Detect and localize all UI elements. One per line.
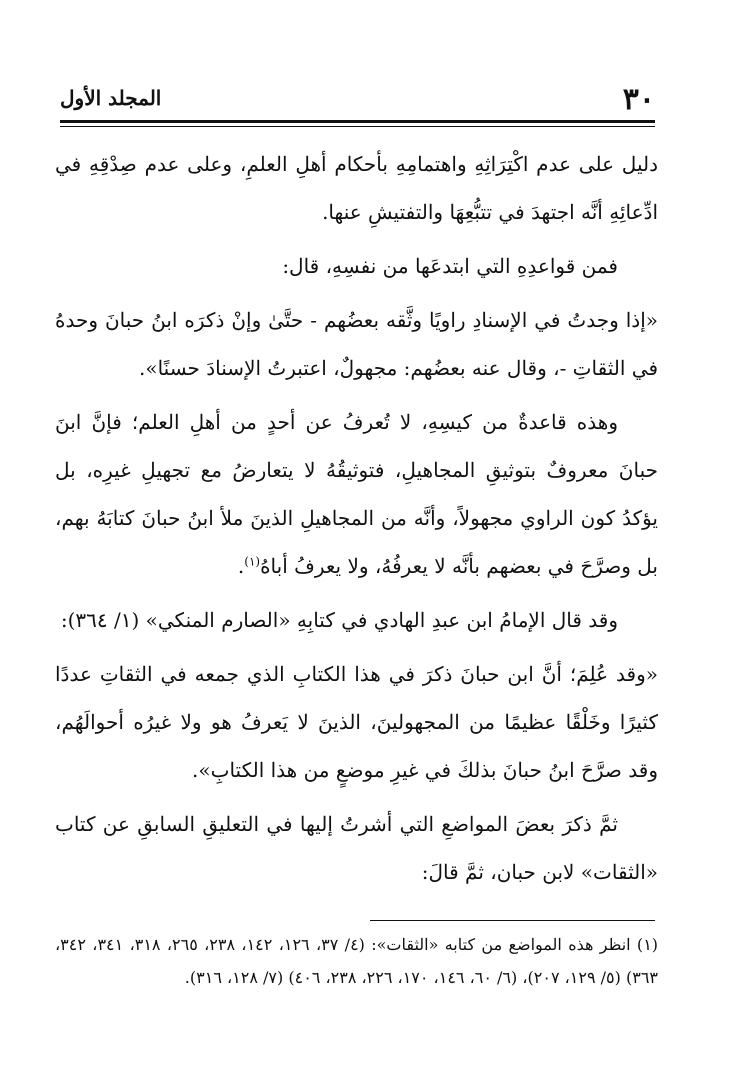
header-rule-thick [60,120,655,123]
paragraph-4 [55,398,658,590]
paragraph-4-end: . [237,554,245,578]
paragraph-7: ثمَّ ذكرَ بعضَ المواضعِ التي أشرتُ إليها في التعليقِ السابقِ عن كتاب «الثقات» لابن حبان، ثمَّ قالَ: [55,812,658,884]
footnote-1: (١) انظر هذه المواضع من كتابه «الثقات»: (٤/ ٣٧، ١٢٦، ١٤٢، ٢٣٨، ٢٦٥، ٣١٨، ٣٤١، ٣٤٢، ٣٦٣) (٥/ ١٢٩، ٢٠٧)، (٦/ ٦٠، ١٤٦، ١٧٠، ٢٢٦، ٢٣٨، ٤٠٦) (٧/ ١٢٨، ٣١٦). [55,935,659,987]
quote-paragraph-2: «وقد عُلِمَ؛ أنَّ ابن حبانَ ذكرَ في هذا الكتابِ الذي جمعه في الثقاتِ عددًا كثيرًا وخَلْقًا عظيمًا من المجهولينَ، الذينَ لا يَعرفُ هو ولا غيرُه أحوالَهُم، وقد صرَّحَ ابنُ حبانَ بذلكَ في غيرِ موضعٍ من هذا الكتابِ». [55,662,658,782]
page-header [60,80,655,120]
paragraph-2: فمن قواعدِهِ التي ابتدعَها من نفسِهِ، قال: [282,254,618,278]
footnote-separator [370,920,655,921]
running-head-volume-title: المجلد الأول [60,86,162,110]
footnote-reference: (١) [244,554,261,569]
footnote-area [55,928,658,994]
paragraph-1: دليل على عدم اكْتِرَاثِهِ واهتمامِهِ بأحكام أهلِ العلمِ، وعلى عدم صِدْقِهِ في ادِّعائِهِ أنَّه اجتهدَ في تتبُّعِهَا والتفتيشِ عنها. [55,152,658,224]
quote-paragraph-1: «إذا وجدتُ في الإسنادِ راويًا وثَّقه بعضُهم - حتَّىٰ وإنْ ذكرَه ابنُ حبانَ وحدهُ في الثقاتِ -، وقال عنه بعضُهم: مجهولٌ، اعتبرتُ الإسنادَ حسنًا». [55,308,658,380]
paragraph-5: وقد قال الإمامُ ابن عبدِ الهادي في كتابِهِ «الصارم المنكي» (١/ ٣٦٤): [60,608,618,632]
main-text [55,140,658,902]
header-rule-thin [60,126,655,127]
page-number: ٣٠ [622,82,655,117]
paragraph-4-text: وهذه قاعدةٌ من كيسِهِ، لا تُعرفُ عن أحدٍ من أهلِ العلم؛ فإنَّ ابنَ حبانَ معروفٌ بتوثيقِ المجاهيلِ، فتوثيقُهُ لا يتعارضُ مع تجهيلِ غيرِه، بل يؤكدُ كون الراوي مجهولاً، وأنَّه من المجاهيلِ الذينَ ملأ ابنُ حبانَ كتابَهُ بهم، بل وصرَّحَ في بعضهم بأنَّه لا يعرفُهُ، ولا يعرفُ أباهُ [55,410,658,578]
